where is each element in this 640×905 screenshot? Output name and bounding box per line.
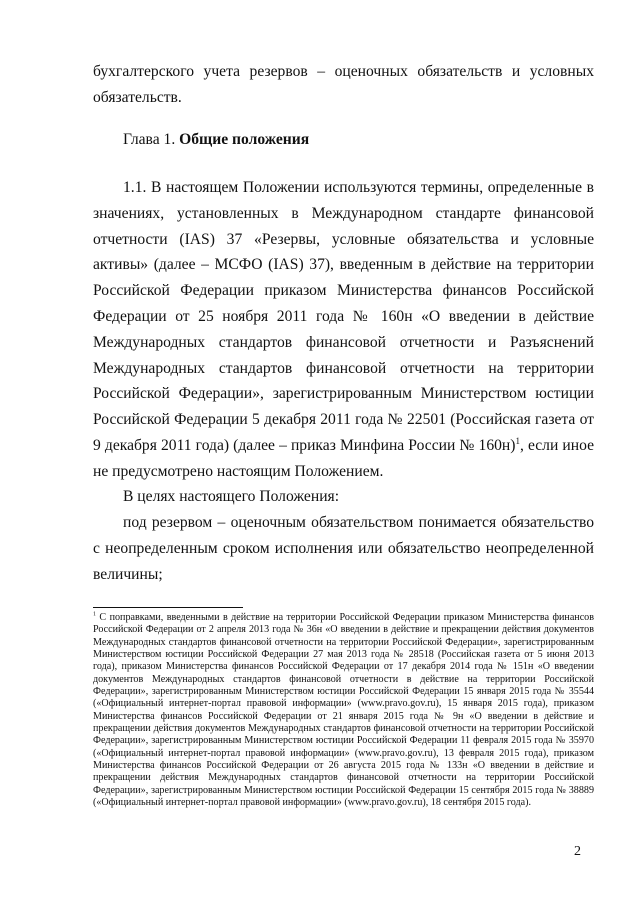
- chapter-title: Общие положения: [179, 131, 310, 148]
- footnote-text: С поправками, введенными в действие на территории Российской Федерации приказом Министерства финансов Российской Федерации от 2 апреля 2013 года № 36н «О введении в действие и прекращении действия документов Международных стандартов финансовой отчетности на территории Российской Федерации», зарегистрированным Министерством юстиции Российской Федерации 27 мая 2013 года № 28518 (Российская газета от 5 июня 2013 года), приказом Министерства финансов Российской Федерации от 17 декабря 2014 года № 151н «О введении документов Международных стандартов финансовой отчетности в действие на территории Российской Федерации», зарегистрированным Министерством юстиции Российской Федерации 15 января 2015 года № 35544 («Официальный интернет-портал правовой информации» (www.pravo.gov.ru), 15 января 2015 года), приказом Министерства финансов Российской Федерации от 21 января 2015 года № 9н «О введении в действие и прекращении действия документов Международных стандартов финансовой отчетности на территории Российской Федерации», зарегистрированным Министерством юстиции Российской Федерации 11 февраля 2015 года № 35970 («Официальный интернет-портал правовой информации» (www.pravo.gov.ru), 13 февраля 2015 года), приказом Министерства финансов Российской Федерации от 26 августа 2015 года № 133н «О введении в действие и прекращении действия Международных стандартов финансовой отчетности на территории Российской Федерации», зарегистрированным Министерством юстиции Российской Федерации 15 сентября 2015 года № 38889 («Официальный интернет-портал правовой информации» (www.pravo.gov.ru), 18 сентября 2015 года).: [93, 612, 594, 809]
- page-number: 2: [574, 844, 581, 859]
- footnote-divider: [93, 607, 243, 608]
- purposes-intro: В целях настоящего Положения:: [123, 488, 340, 505]
- top-paragraph: бухгалтерского учета резервов – оценочных обязательств и условных обязательств.: [93, 63, 594, 106]
- clause-1-1-text-end: , если иное не предусмотрено настоящим Положением.: [93, 436, 594, 480]
- chapter-prefix: Глава 1.: [123, 131, 176, 148]
- clause-1-1-text: 1.1. В настоящем Положении используются термины, определенные в значениях, установленных в Международном стандарте финансовой отчетности (IAS) 37 «Резервы, условные обязательства и условные активы» (далее – МСФО (IAS) 37), введенным в действие на территории Российской Федерации приказом Министерства финансов Российской Федерации от 25 ноября 2011 года № 160н «О введении в действие Международных стандартов финансовой отчетности и Разъяснений Международных стандартов финансовой отчетности на территории Российской Федерации», зарегистрированным Министерством юстиции Российской Федерации 5 декабря 2011 года № 22501 (Российская газета от 9 декабря 2011 года) (далее – приказ Минфина России № 160н): [93, 179, 594, 454]
- footnote-reference: 1: [515, 435, 520, 446]
- chapter-heading: [123, 127, 309, 153]
- footnote-marker: 1: [93, 611, 96, 618]
- clause-1-1: [93, 175, 594, 485]
- footnote: [93, 612, 594, 810]
- reserve-definition: под резервом – оценочным обязательством понимается обязательство с неопределенным сроком исполнения или обязательство неопределенной величины;: [93, 514, 594, 583]
